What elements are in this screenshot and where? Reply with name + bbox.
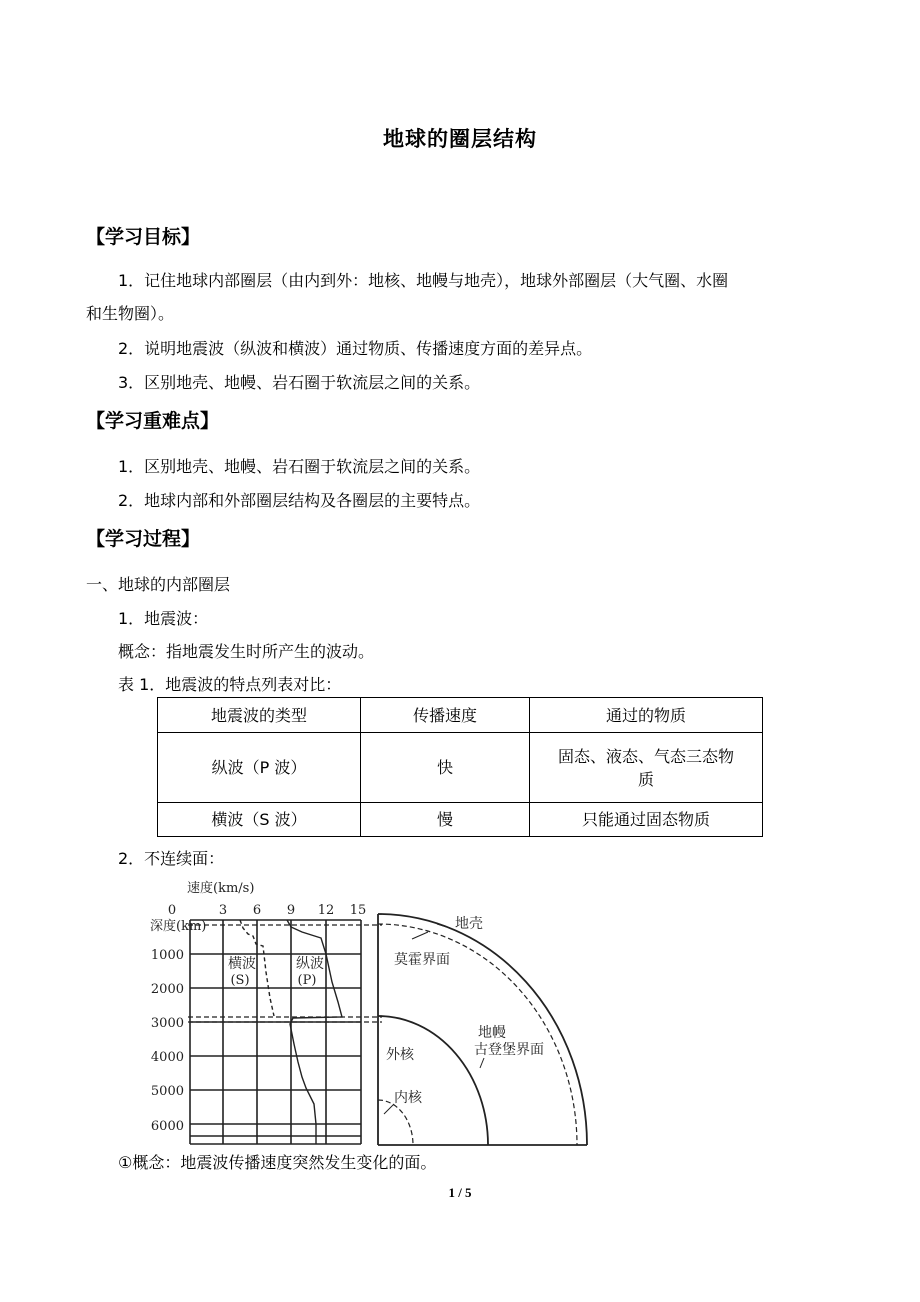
moho-label: 莫霍界面: [394, 952, 450, 968]
depth-axis-label: 深度(km): [150, 919, 207, 934]
crust-label: 地壳: [455, 916, 483, 932]
table-header: 通过的物质: [530, 698, 763, 733]
depth-tick: 3000: [150, 1016, 184, 1031]
discontinuity-concept: ①概念：地震波传播速度突然发生变化的面。: [118, 1153, 437, 1172]
speed-tick: 12: [317, 903, 335, 918]
depth-tick: 4000: [150, 1050, 184, 1065]
goal-1: 1．记住地球内部圈层（由内到外：地核、地幔与地壳），地球外部圈层（大气圈、水圈: [118, 271, 729, 290]
depth-tick: 6000: [150, 1119, 184, 1134]
table-row: [158, 803, 763, 837]
section-goals: 【学习目标】: [86, 226, 201, 248]
seismic-concept: 概念：指地震发生时所产生的波动。: [118, 642, 375, 661]
page-number: 1 / 5: [448, 1185, 472, 1200]
seismic-figure: [150, 872, 600, 1154]
goal-1-cont: 和生物圈）。: [86, 304, 175, 323]
boundary-lines: [188, 925, 382, 1022]
table-cell: 纵波（P 波）: [158, 733, 361, 803]
speed-tick: 3: [218, 903, 228, 918]
table-header: 地震波的类型: [158, 698, 361, 733]
table-cell: 慢: [361, 803, 530, 837]
speed-tick: 6: [252, 903, 262, 918]
key-point-2: 2．地球内部和外部圈层结构及各圈层的主要特点。: [118, 491, 481, 510]
heading-inner-layers: 一、地球的内部圈层: [86, 575, 231, 594]
table-cell: 只能通过固态物质: [530, 803, 763, 837]
table-cell: 横波（S 波）: [158, 803, 361, 837]
table-cell: [530, 733, 763, 803]
s-wave-label: 横波: [228, 956, 256, 972]
p-wave-label: 纵波: [296, 956, 324, 972]
chart-grid: [190, 920, 361, 1144]
table-cell-line: 固态、液态、气态三态物: [557, 746, 734, 766]
table-caption: 表 1．地震波的特点列表对比：: [118, 675, 342, 694]
mantle-label: 地幔: [478, 1025, 506, 1041]
outer-core-label: 外核: [386, 1047, 414, 1063]
gutenberg-label: 古登堡界面: [474, 1042, 544, 1058]
speed-tick: 9: [286, 903, 296, 918]
s-wave-symbol: (S): [230, 973, 250, 988]
p-wave-symbol: (P): [297, 973, 317, 988]
section-process: 【学习过程】: [86, 528, 201, 550]
goal-3: 3．区别地壳、地幔、岩石圈于软流层之间的关系。: [118, 373, 481, 392]
seismic-wave-table: [157, 697, 763, 837]
speed-axis-label: 速度(km/s): [187, 881, 255, 896]
inner-core-label: 内核: [394, 1090, 422, 1106]
table-cell: 快: [361, 733, 530, 803]
depth-tick: 2000: [150, 982, 184, 997]
table-header-row: [158, 698, 763, 733]
key-point-1: 1．区别地壳、地幔、岩石圈于软流层之间的关系。: [118, 457, 481, 476]
item-discontinuity: 2．不连续面：: [118, 849, 225, 868]
speed-tick: 15: [349, 903, 367, 918]
speed-tick: 0: [167, 903, 177, 918]
page-title: 地球的圈层结构: [383, 127, 537, 151]
depth-tick: 5000: [150, 1084, 184, 1099]
item-seismic-waves: 1．地震波：: [118, 609, 209, 628]
table-header: 传播速度: [361, 698, 530, 733]
depth-tick: 1000: [150, 948, 184, 963]
section-key-points: 【学习重难点】: [86, 410, 220, 432]
table-cell-line: 质: [637, 769, 654, 789]
table-row: [158, 733, 763, 803]
goal-2: 2．说明地震波（纵波和横波）通过物质、传播速度方面的差异点。: [118, 339, 593, 358]
